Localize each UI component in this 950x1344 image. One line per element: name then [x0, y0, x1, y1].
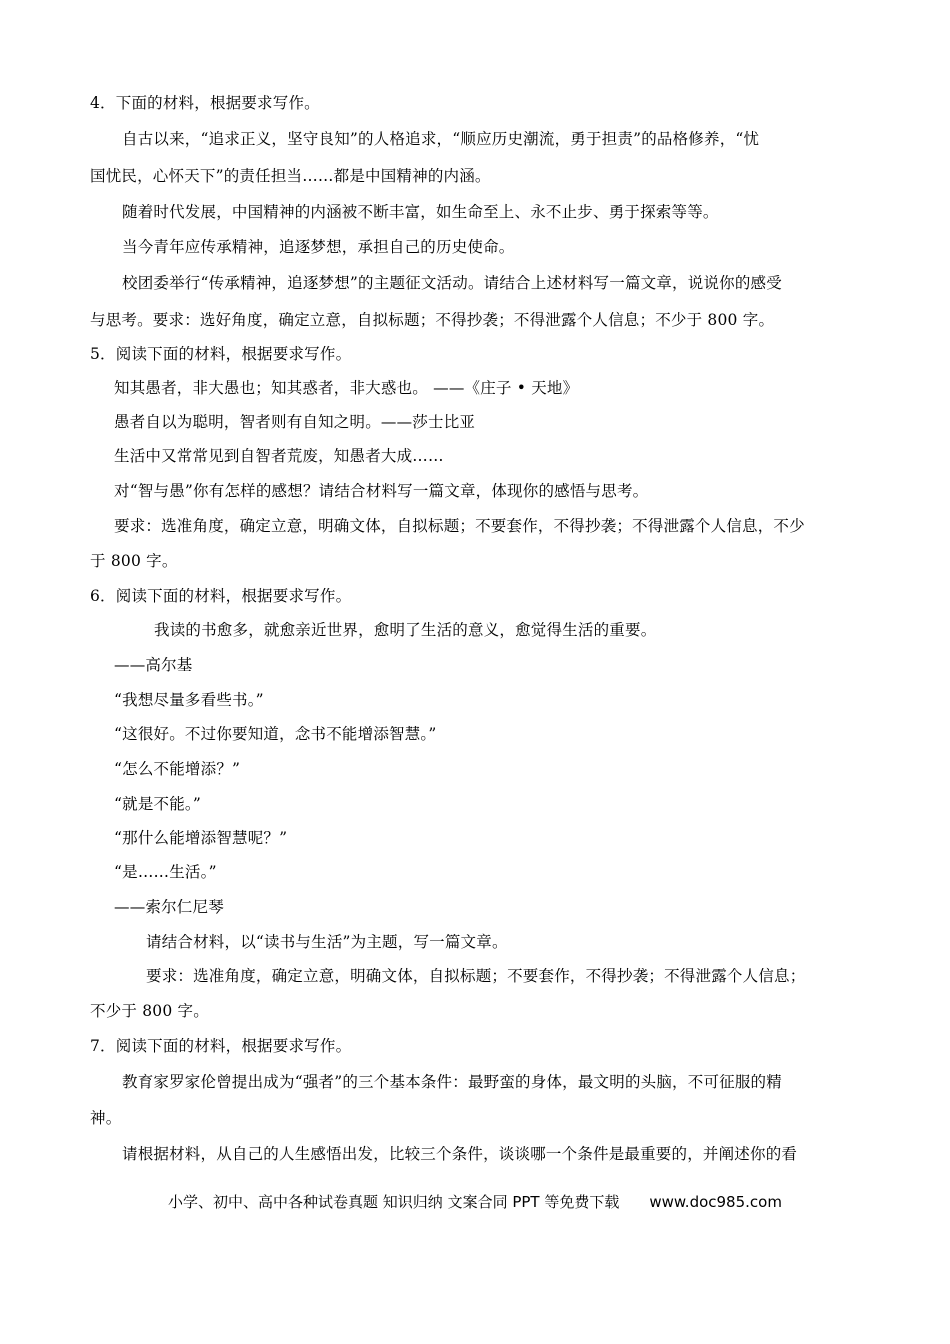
question-6-requirements: 要求：选准角度，确定立意，明确文体，自拟标题；不要套作，不得抄袭；不得泄露个人信息；	[146, 967, 806, 985]
question-6-dialogue-line: “这很好。不过你要知道，念书不能增添智慧。”	[114, 725, 437, 743]
question-6-dialogue-line: “怎么不能增添？”	[114, 760, 241, 778]
question-5-requirements: 要求：选准角度，确定立意，明确文体，自拟标题；不要套作，不得抄袭；不得泄露个人信息，不少	[114, 517, 805, 535]
question-4-title: 4．下面的材料，根据要求写作。	[90, 94, 320, 112]
question-5-quote: 知其愚者，非大愚也；知其惑者，非大惑也。 ——《庄子 • 天地》	[114, 379, 579, 397]
question-6-quote-author: ——高尔基	[114, 656, 193, 674]
question-4-paragraph: 校团委举行“传承精神，追逐梦想”的主题征文活动。请结合上述材料写一篇文章，说说你的感受	[122, 274, 782, 292]
question-4-paragraph: 随着时代发展，中国精神的内涵被不断丰富，如生命至上、永不止步、勇于探索等等。	[122, 203, 719, 221]
question-5-paragraph: 生活中又常常见到自智者荒废，知愚者大成……	[114, 447, 444, 465]
footer-url[interactable]: www.doc985.com	[649, 1193, 782, 1211]
question-7-paragraph: 神。	[90, 1109, 122, 1127]
question-6-quote: 我读的书愈多，就愈亲近世界，愈明了生活的意义，愈觉得生活的重要。	[154, 621, 657, 639]
question-5-paragraph: 对“智与愚”你有怎样的感想？请结合材料写一篇文章，体现你的感悟与思考。	[114, 482, 649, 500]
question-6-title: 6．阅读下面的材料，根据要求写作。	[90, 587, 352, 605]
question-6-dialogue-line: “是……生活。”	[114, 863, 217, 881]
question-6-paragraph: 请结合材料，以“读书与生活”为主题，写一篇文章。	[146, 933, 508, 951]
question-5-title: 5．阅读下面的材料，根据要求写作。	[90, 345, 352, 363]
question-7-title: 7．阅读下面的材料，根据要求写作。	[90, 1037, 352, 1055]
question-4-paragraph: 自古以来，“追求正义，坚守良知”的人格追求，“顺应历史潮流，勇于担责”的品格修养，“忧	[122, 130, 760, 148]
question-4-paragraph: 当今青年应传承精神，追逐梦想，承担自己的历史使命。	[122, 238, 515, 256]
question-6-requirements: 不少于 800 字。	[90, 1002, 209, 1020]
question-4-paragraph: 国忧民，心怀天下”的责任担当……都是中国精神的内涵。	[90, 167, 491, 185]
question-7-paragraph: 教育家罗家伦曾提出成为“强者”的三个基本条件：最野蛮的身体，最文明的头脑，不可征服的精	[122, 1073, 782, 1091]
question-6-dialogue-line: “那什么能增添智慧呢？”	[114, 829, 288, 847]
question-5-quote: 愚者自以为聪明，智者则有自知之明。——莎士比亚	[114, 413, 476, 431]
question-6-dialogue-line: “就是不能。”	[114, 795, 201, 813]
question-6-dialogue-author: ——索尔仁尼琴	[114, 898, 224, 916]
footer-text: 小学、初中、高中各种试卷真题 知识归纳 文案合同 PPT 等免费下载	[168, 1193, 620, 1211]
question-7-paragraph: 请根据材料，从自己的人生感悟出发，比较三个条件，谈谈哪一个条件是最重要的，并阐述你的看	[122, 1145, 798, 1163]
question-5-requirements: 于 800 字。	[90, 552, 178, 570]
question-6-dialogue-line: “我想尽量多看些书。”	[114, 691, 264, 709]
page-footer	[0, 1192, 950, 1212]
question-4-paragraph: 与思考。要求：选好角度，确定立意，自拟标题；不得抄袭；不得泄露个人信息；不少于 800 字。	[90, 311, 775, 329]
